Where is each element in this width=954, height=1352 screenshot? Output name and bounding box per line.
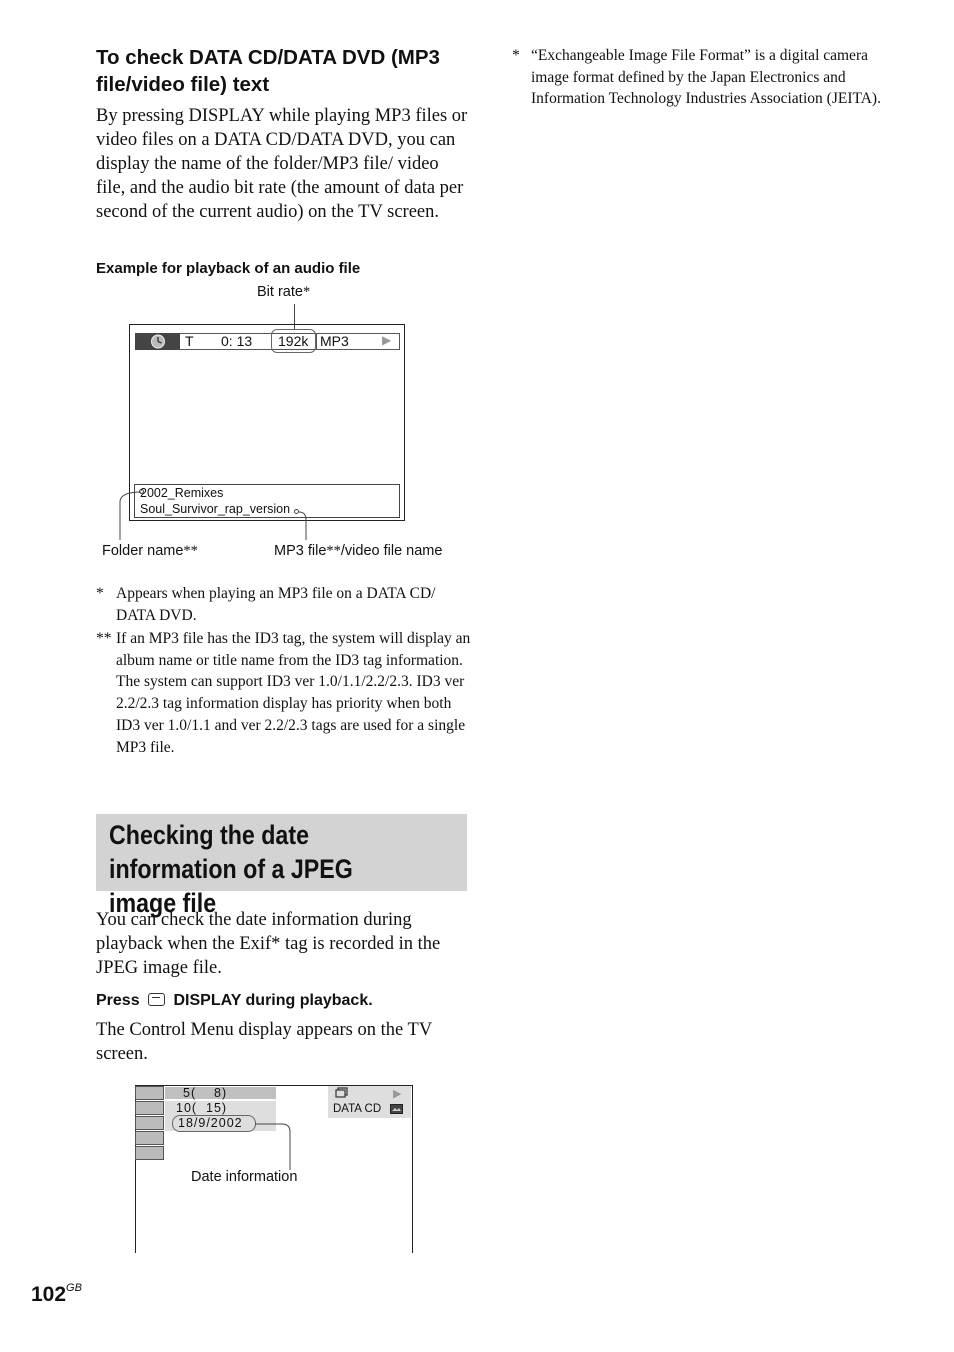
right-footnote-text: “Exchangeable Image File Format” is a digital camera image format defined by the Japan Electronics and Information Technology Industries Association (JEITA). <box>531 47 881 108</box>
folder-name-text: 2002_Remixes <box>140 486 224 500</box>
footnote-1: * Appears when playing an MP3 file on a DATA CD/ DATA DVD. <box>96 585 436 624</box>
intro-paragraph: By pressing DISPLAY while playing MP3 files or video files on a DATA CD/DATA DVD, you can display the name of the folder/MP3 file/ video file, and the audio bit rate (the amount of data per second of the current audio) on the TV screen. <box>96 106 468 222</box>
play-icon: ▶ <box>393 1087 402 1100</box>
section-heading: To check DATA CD/DATA DVD (MP3 file/video file) text <box>96 46 440 96</box>
status-icon-cell <box>135 333 180 350</box>
example-title: Example for playback of an audio file <box>96 260 361 277</box>
status-divider <box>316 333 317 350</box>
date-leader-line <box>250 1118 300 1173</box>
menu-icon-cell <box>135 1086 164 1100</box>
leader-lines <box>110 485 310 545</box>
album-count: 5( 8) <box>183 1086 228 1100</box>
file-count: 10( 15) <box>176 1101 228 1115</box>
jpeg-stack-icon <box>335 1087 349 1099</box>
track-letter: T <box>185 333 194 349</box>
bitrate-label: Bit rate* <box>257 284 311 300</box>
file-name-text: Soul_Survivor_rap_version <box>140 502 291 516</box>
page-number: $102^{GB}$ <box>31 1282 82 1306</box>
exif-paragraph: You can check the date information during playback when the Exif* tag is recorded in the JPEG image file. <box>96 910 441 978</box>
bitrate-value: 192k <box>278 333 309 349</box>
play-icon: ▶ <box>382 333 392 347</box>
menu-icon-cell <box>135 1131 164 1145</box>
footnote-2: ** If an MP3 file has the ID3 tag, the system will display an album name or title name from the ID3 tag information. The system can support ID3 ver 1.0/1.1/2.2/2.3. ID3 ver 2.2/2.3 tag information display has priority when both ID3 ver 1.0/1.1 and ver 2.2/2.3 tags are used for a single MP3 file. <box>96 630 471 756</box>
display-button-icon <box>148 993 165 1006</box>
step-result: The Control Menu display appears on the TV screen. <box>96 1020 432 1064</box>
date-information-label: Date information <box>191 1169 298 1185</box>
source-label: DATA CD <box>333 1103 382 1115</box>
date-value: 18/9/2002 <box>178 1116 243 1130</box>
format-value: MP3 <box>320 333 349 349</box>
right-footnote-mark: * <box>512 47 520 64</box>
step-instruction: Press DISPLAY during playback. <box>96 992 373 1009</box>
menu-icon-cell <box>135 1101 164 1115</box>
screen2-right-border <box>412 1085 413 1253</box>
folder-name-label: Folder name** <box>102 543 198 559</box>
file-name-label: MP3 file**/video file name <box>274 543 443 559</box>
menu-icon-cell <box>135 1146 164 1160</box>
elapsed-time: 0: 13 <box>221 333 253 349</box>
section-title: Checking the date information of a JPEG image file <box>109 820 353 918</box>
clock-icon <box>135 333 180 350</box>
menu-icon-cell <box>135 1116 164 1130</box>
image-icon <box>390 1104 403 1114</box>
